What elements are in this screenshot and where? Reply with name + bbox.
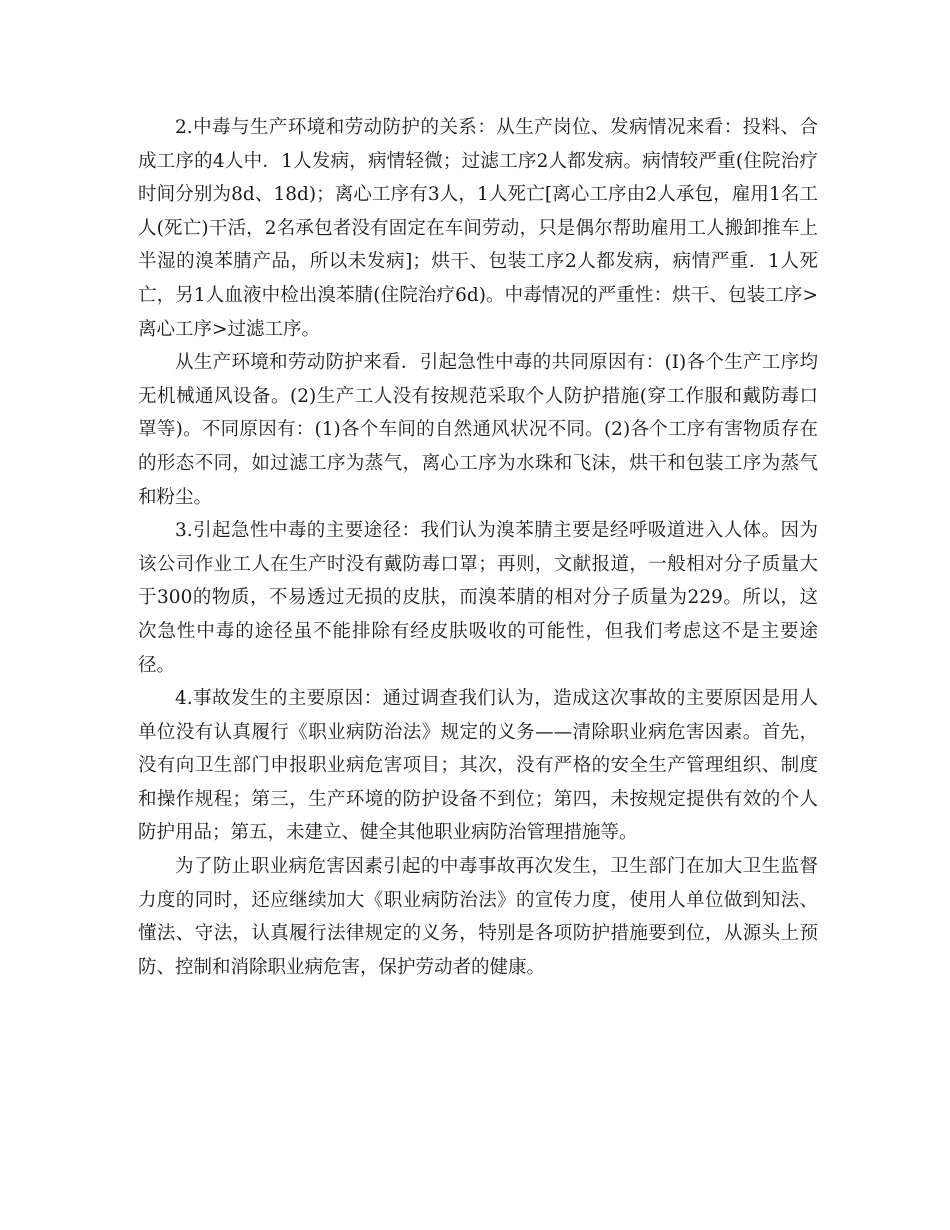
paragraph-main-reason: 4.事故发生的主要原因：通过调查我们认为，造成这次事故的主要原因是用人单位没有认真履行《职业病防治法》规定的义务——清除职业病危害因素。首先，没有向卫生部门申报职业病危害项目；其次，没有严格的安全生产管理组织、制度和操作规程；第三，生产环境的防护设备不到位；第四，未按规定提供有效的个人防护用品；第五，未建立、健全其他职业病防治管理措施等。 — [138, 688, 818, 844]
document-body — [138, 111, 818, 984]
paragraph-prevention: 为了防止职业病危害因素引起的中毒事故再次发生，卫生部门在加大卫生监督力度的同时，还应继续加大《职业病防治法》的宣传力度，使用人单位做到知法、懂法、守法，认真履行法律规定的义务，特别是各项防护措施要到位，从源头上预防、控制和消除职业病危害，保护劳动者的健康。 — [138, 856, 818, 978]
paragraph-common-causes: 从生产环境和劳动防护来看．引起急性中毒的共同原因有：(I)各个生产工序均无机械通风设备。(2)生产工人没有按规范采取个人防护措施(穿工作服和戴防毒口罩等)。不同原因有：(1)各个车间的自然通风状况不同。(2)各个工序有害物质存在的形态不同，如过滤工序为蒸气，离心工序为水珠和飞沫，烘干和包装工序为蒸气和粉尘。 — [138, 352, 818, 508]
paragraph-poisoning-environment: 2.中毒与生产环境和劳动防护的关系：从生产岗位、发病情况来看：投料、合成工序的4人中．1人发病，病情轻微；过滤工序2人都发病。病情较严重(住院治疗时间分别为8d、18d)；离心工序有3人，1人死亡[离心工序由2人承包，雇用1名工人(死亡)干活，2名承包者没有固定在车间劳动，只是偶尔帮助雇用工人搬卸推车上半湿的溴苯腈产品，所以未发病]；烘干、包装工序2人都发病，病情严重．1人死亡，另1人血液中检出溴苯腈(住院治疗6d)。中毒情况的严重性：烘干、包装工序>离心工序>过滤工序。 — [138, 117, 818, 340]
paragraph-main-route: 3.引起急性中毒的主要途径：我们认为溴苯腈主要是经呼吸道进入人体。因为该公司作业工人在生产时没有戴防毒口罩；再则，文献报道，一般相对分子质量大于300的物质，不易透过无损的皮肤，而溴苯腈的相对分子质量为229。所以，这次急性中毒的途径虽不能排除有经皮肤吸收的可能性，但我们考虑这不是主要途径。 — [138, 520, 818, 676]
